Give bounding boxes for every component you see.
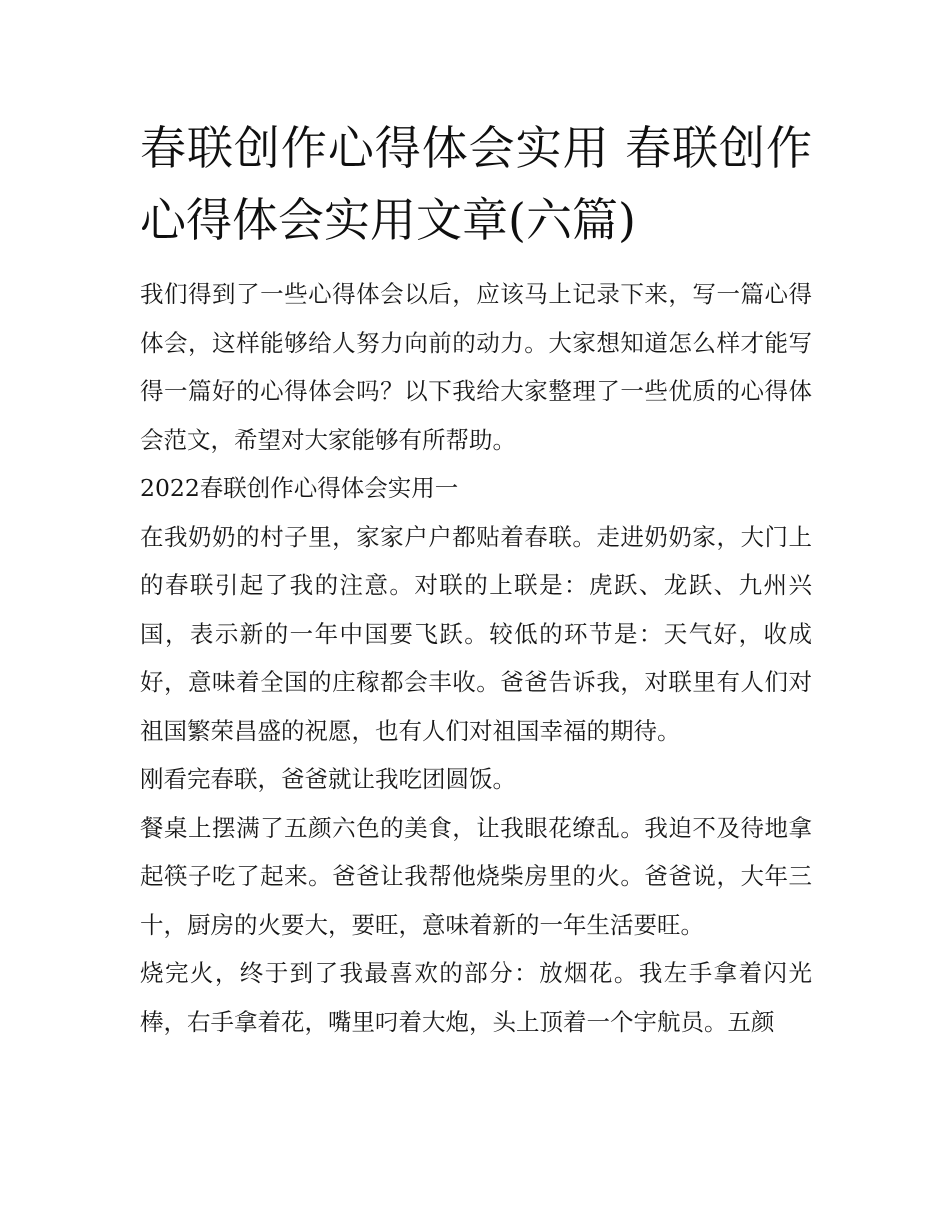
section-heading: 2022春联创作心得体会实用一 bbox=[140, 474, 459, 502]
document-body bbox=[140, 112, 812, 1046]
body-paragraph: 在我奶奶的村子里，家家户户都贴着春联。走进奶奶家，大门上的春联引起了我的注意。对联的上联是：虎跃、龙跃、九州兴国，表示新的一年中国要飞跃。较低的环节是：天气好，收成好，意味着全国的庄稼都会丰收。爸爸告诉我，对联里有人们对祖国繁荣昌盛的祝愿，也有人们对祖国幸福的期待。 bbox=[140, 522, 812, 745]
body-paragraph: 烧完火，终于到了我最喜欢的部分：放烟花。我左手拿着闪光棒，右手拿着花，嘴里叼着大炮，头上顶着一个宇航员。五颜 bbox=[140, 959, 812, 1036]
document-title: 春联创作心得体会实用 春联创作心得体会实用文章(六篇) bbox=[140, 121, 812, 247]
body-paragraph: 餐桌上摆满了五颜六色的美食，让我眼花缭乱。我迫不及待地拿起筷子吃了起来。爸爸让我帮他烧柴房里的火。爸爸说，大年三十，厨房的火要大，要旺，意味着新的一年生活要旺。 bbox=[140, 813, 812, 939]
intro-paragraph: 我们得到了一些心得体会以后，应该马上记录下来，写一篇心得体会，这样能够给人努力向前的动力。大家想知道怎么样才能写得一篇好的心得体会吗？以下我给大家整理了一些优质的心得体会范文，希望对大家能够有所帮助。 bbox=[140, 280, 812, 454]
body-paragraph: 刚看完春联，爸爸就让我吃团圆饭。 bbox=[140, 765, 516, 793]
